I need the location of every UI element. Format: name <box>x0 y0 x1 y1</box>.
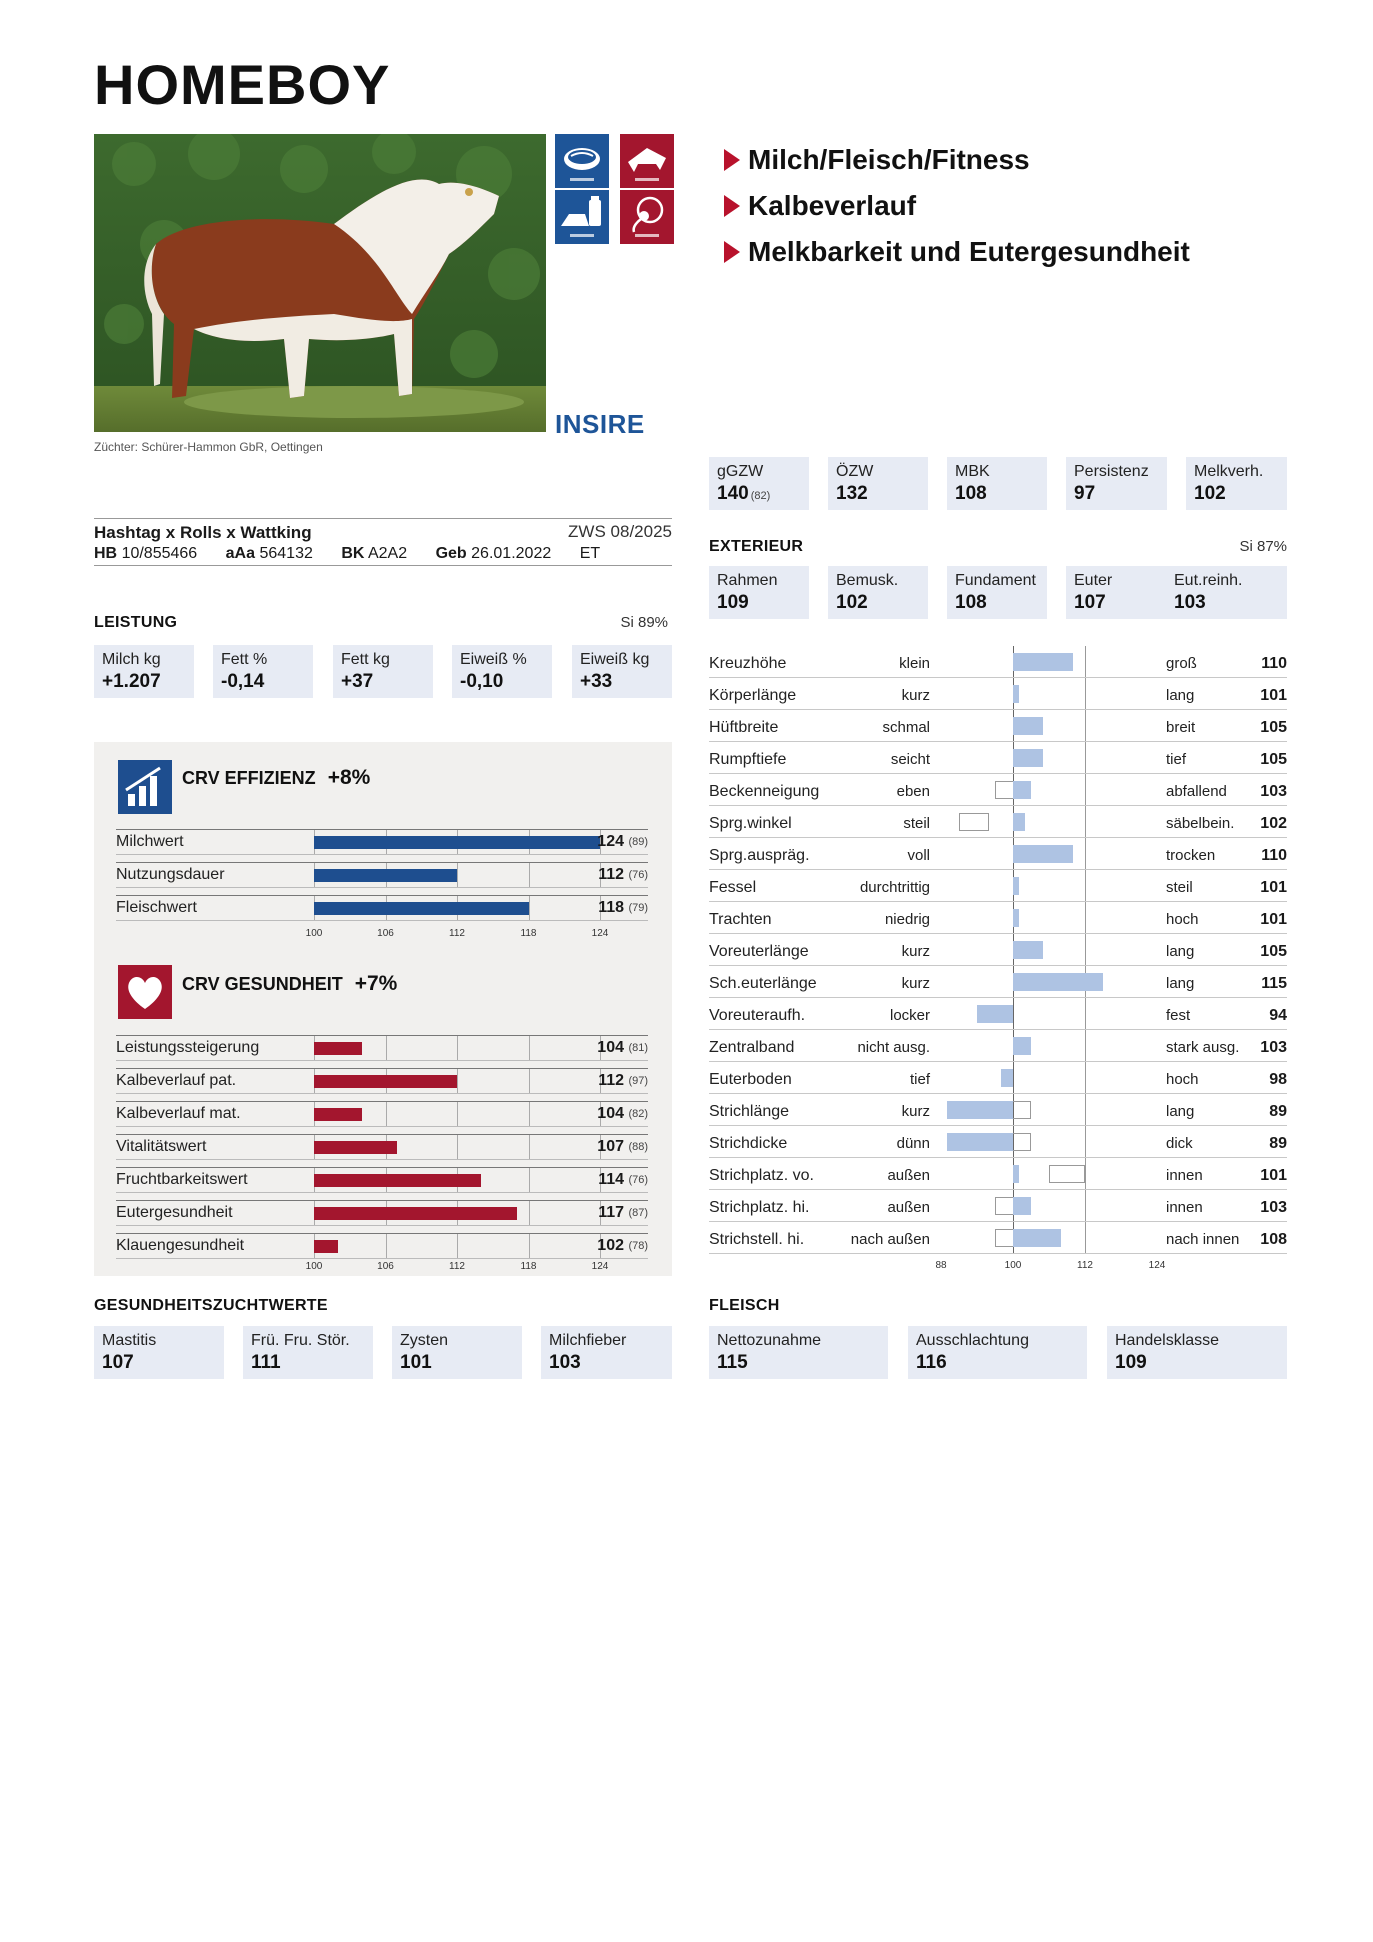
gridline <box>386 1102 387 1126</box>
triangle-bullet-icon <box>724 195 740 217</box>
crv-bar <box>314 1141 397 1154</box>
exterieur-trait-label: Sch.euterlänge <box>709 975 817 992</box>
crv-bar-row <box>116 1101 648 1127</box>
pedigree-line: Hashtag x Rolls x Wattking <box>94 523 312 542</box>
exterieur-row <box>709 1030 1287 1062</box>
exterieur-high-label: innen <box>1166 1199 1203 1216</box>
gridline <box>457 863 458 887</box>
index-box-melkverh: Melkverh. 102 <box>1186 457 1287 510</box>
exterieur-trait-label: Hüftbreite <box>709 719 779 736</box>
photo-caption: Züchter: Schürer-Hammon GbR, Oettingen <box>94 440 323 454</box>
exterieur-low-label: dünn <box>896 1135 930 1152</box>
exterieur-bar <box>1013 1165 1019 1183</box>
crv-bar <box>314 1075 457 1088</box>
crv-panel <box>94 742 672 1276</box>
exterieur-bar <box>1013 685 1019 703</box>
leistung-box-fett-kg: Fett kg +37 <box>333 645 433 698</box>
exterieur-low-label: schmal <box>882 719 930 736</box>
exterieur-bar <box>1013 1197 1031 1215</box>
exterieur-trait-label: Beckenneigung <box>709 783 820 800</box>
crv-row-value: 124 <box>597 833 624 850</box>
crv-row-label: Klauengesundheit <box>116 1237 245 1254</box>
exterieur-high-label: lang <box>1166 943 1195 960</box>
axis-tick-label: 118 <box>520 928 537 939</box>
exterieur-value: 98 <box>1269 1071 1287 1088</box>
exterieur-trait-label: Voreuterlänge <box>709 943 809 960</box>
exterieur-trait-label: Sprg.winkel <box>709 815 792 832</box>
meat-box-handelsklasse: Handelsklasse 109 <box>1107 1326 1287 1379</box>
crv-row-value: 104 <box>597 1039 624 1056</box>
exterieur-row <box>709 1222 1287 1254</box>
axis-tick-label: 112 <box>449 928 465 939</box>
crv-row-reliability: (82) <box>628 1108 648 1120</box>
gridline <box>457 1102 458 1126</box>
leistung-box-milch-kg: Milch kg +1.207 <box>94 645 194 698</box>
exterieur-si: Si 87% <box>1239 538 1287 555</box>
exterieur-high-label: innen <box>1166 1167 1203 1184</box>
triangle-bullet-icon <box>724 149 740 171</box>
axis-tick-label: 100 <box>1004 1260 1022 1271</box>
crv-row-label: Nutzungsdauer <box>116 866 225 883</box>
exterieur-value: 105 <box>1260 719 1287 736</box>
exterieur-trait-label: Voreuteraufh. <box>709 1007 806 1024</box>
exterieur-bar <box>1013 813 1025 831</box>
exterieur-row <box>709 1062 1287 1094</box>
crv-bar-row <box>116 895 648 921</box>
exterieur-trait-label: Trachten <box>709 911 772 928</box>
exterieur-low-label: kurz <box>901 975 930 992</box>
exterieur-high-label: hoch <box>1166 1071 1199 1088</box>
gridline <box>529 896 530 920</box>
leistung-box-eiweiss-pct: Eiweiß % -0,10 <box>452 645 552 698</box>
exterieur-bar <box>1001 1069 1013 1087</box>
health-box-zysten: Zysten 101 <box>392 1326 522 1379</box>
crv-bar <box>314 1108 362 1121</box>
crv-row-value: 112 <box>598 1072 624 1089</box>
gridline <box>457 1135 458 1159</box>
exterieur-row <box>709 870 1287 902</box>
exterieur-high-label: lang <box>1166 1103 1195 1120</box>
leistung-box-fett-pct: Fett % -0,14 <box>213 645 313 698</box>
leistung-title: LEISTUNG <box>94 614 178 631</box>
average-range-box <box>959 813 989 831</box>
gridline <box>457 1069 458 1093</box>
exterieur-value: 103 <box>1260 1039 1287 1056</box>
exterieur-row <box>709 678 1287 710</box>
gridline <box>386 1036 387 1060</box>
exterieur-value: 89 <box>1269 1103 1287 1120</box>
crv-row-reliability: (78) <box>628 1240 648 1252</box>
exterieur-high-label: tief <box>1166 751 1187 768</box>
crv-row-value: 117 <box>598 1204 624 1221</box>
exterieur-low-label: tief <box>909 1071 930 1088</box>
bull-photo <box>94 134 546 432</box>
exterieur-row <box>709 966 1287 998</box>
meat-box-ausschlachtung: Ausschlachtung 116 <box>908 1326 1087 1379</box>
exterieur-row <box>709 838 1287 870</box>
exterieur-low-label: eben <box>896 783 930 800</box>
crv-row-label: Fleischwert <box>116 899 197 916</box>
crv-bar-row <box>116 1167 648 1193</box>
exterieur-trait-label: Strichplatz. vo. <box>709 1167 814 1184</box>
gridline <box>529 1234 530 1258</box>
gridline <box>529 863 530 887</box>
index-box-ozw: ÖZW 132 <box>828 457 928 510</box>
exterieur-row <box>709 902 1287 934</box>
exterieur-low-label: steil <box>903 815 930 832</box>
crv-row-label: Kalbeverlauf mat. <box>116 1105 241 1122</box>
index-box-ggzw: gGZW 140 (82) <box>709 457 809 510</box>
crv-bar-row <box>116 862 648 888</box>
exterieur-bar <box>1013 717 1043 735</box>
crv-row-label: Leistungssteigerung <box>116 1039 260 1056</box>
gridline <box>529 1168 530 1192</box>
exterieur-high-label: steil <box>1166 879 1193 896</box>
exterieur-high-label: stark ausg. <box>1166 1039 1240 1056</box>
leistung-si: Si 89% <box>620 614 668 631</box>
bull-name-title: HOMEBOY <box>94 53 391 116</box>
exterieur-row <box>709 1094 1287 1126</box>
crv-row-reliability: (79) <box>628 902 648 914</box>
crv-bar <box>314 1207 517 1220</box>
exterieur-trait-label: Zentralband <box>709 1039 795 1056</box>
crv-row-reliability: (81) <box>628 1042 648 1054</box>
exterieur-row <box>709 934 1287 966</box>
exterieur-trait-label: Sprg.auspräg. <box>709 847 810 864</box>
health-box-fru: Frü. Fru. Stör. 111 <box>243 1326 373 1379</box>
leistung-box-eiweiss-kg: Eiweiß kg +33 <box>572 645 672 698</box>
crv-row-value: 107 <box>597 1138 624 1155</box>
crv-gesundheit-heading: CRV GESUNDHEIT +7% <box>182 972 398 995</box>
exterieur-trait-label: Rumpftiefe <box>709 751 787 768</box>
crv-row-reliability: (97) <box>628 1075 648 1087</box>
axis-tick-label: 88 <box>935 1260 947 1271</box>
exterieur-low-label: durchtrittig <box>859 879 930 896</box>
milkability-icon <box>555 190 609 244</box>
crv-row-value: 104 <box>597 1105 624 1122</box>
exterieur-bar <box>1013 781 1031 799</box>
milk-meat-icon <box>555 134 609 188</box>
highlight-item: Milch/Fleisch/Fitness <box>724 144 1030 176</box>
exterieur-row <box>709 998 1287 1030</box>
exterieur-bar <box>947 1133 1013 1151</box>
crv-row-label: Fruchtbarkeitswert <box>116 1171 248 1188</box>
exterieur-trait-label: Kreuzhöhe <box>709 655 787 672</box>
crv-row-value: 118 <box>598 899 624 916</box>
crv-bar <box>314 902 529 915</box>
index-box-mbk: MBK 108 <box>947 457 1047 510</box>
exterieur-row <box>709 1190 1287 1222</box>
exterieur-value: 101 <box>1260 1167 1287 1184</box>
triangle-bullet-icon <box>724 241 740 263</box>
crv-row-label: Kalbeverlauf pat. <box>116 1072 237 1089</box>
exterieur-high-label: dick <box>1166 1135 1193 1152</box>
exterieur-value: 89 <box>1269 1135 1287 1152</box>
exterieur-low-label: kurz <box>901 1103 930 1120</box>
exterieur-box-eutreinh: Eut.reinh. 103 <box>1166 566 1287 619</box>
exterieur-high-label: säbelbein. <box>1166 815 1235 832</box>
crv-bar-row <box>116 1035 648 1061</box>
axis-tick-label: 124 <box>591 928 609 939</box>
exterieur-box-bemusk: Bemusk. 102 <box>828 566 928 619</box>
axis-tick-label: 112 <box>449 1261 465 1272</box>
exterieur-low-label: kurz <box>901 943 930 960</box>
crv-effizienz-heading: CRV EFFIZIENZ +8% <box>182 766 371 789</box>
exterieur-box-fundament: Fundament 108 <box>947 566 1047 619</box>
exterieur-high-label: breit <box>1166 719 1196 736</box>
gridline <box>529 1036 530 1060</box>
fleisch-title: FLEISCH <box>709 1297 780 1314</box>
exterieur-high-label: nach innen <box>1166 1231 1240 1248</box>
exterieur-low-label: seicht <box>890 751 930 768</box>
exterieur-row <box>709 742 1287 774</box>
exterieur-value: 103 <box>1260 1199 1287 1216</box>
axis-tick-label: 124 <box>1148 1260 1166 1271</box>
exterieur-value: 94 <box>1269 1007 1287 1024</box>
exterieur-value: 110 <box>1261 847 1287 864</box>
axis-tick-label: 118 <box>520 1261 537 1272</box>
exterieur-bar <box>1013 877 1019 895</box>
exterieur-bar <box>1013 1229 1061 1247</box>
crv-bar <box>314 836 600 849</box>
exterieur-title: EXTERIEUR <box>709 538 804 555</box>
axis-tick-label: 106 <box>377 1261 394 1272</box>
axis-tick-label: 106 <box>377 928 394 939</box>
exterieur-row <box>709 646 1287 678</box>
crv-row-value: 114 <box>598 1171 624 1188</box>
exterieur-trait-label: Fessel <box>709 879 757 896</box>
exterieur-value: 101 <box>1260 879 1287 896</box>
gridline <box>457 1234 458 1258</box>
exterieur-value: 115 <box>1261 975 1287 992</box>
exterieur-low-label: nach außen <box>850 1231 930 1248</box>
crv-row-reliability: (76) <box>628 1174 648 1186</box>
exterieur-high-label: lang <box>1166 975 1195 992</box>
exterieur-bar <box>1013 1037 1031 1055</box>
exterieur-low-label: nicht ausg. <box>857 1039 930 1056</box>
crv-bar <box>314 1240 338 1253</box>
crv-row-reliability: (76) <box>628 869 648 881</box>
exterieur-trait-label: Körperlänge <box>709 687 797 704</box>
crv-bar <box>314 869 457 882</box>
exterieur-value: 105 <box>1260 751 1287 768</box>
crv-row-label: Eutergesundheit <box>116 1204 233 1221</box>
exterieur-trait-label: Strichdicke <box>709 1135 788 1152</box>
crv-bar-row <box>116 1068 648 1094</box>
exterieur-row <box>709 1126 1287 1158</box>
exterieur-value: 101 <box>1260 911 1287 928</box>
exterieur-high-label: abfallend <box>1166 783 1227 800</box>
gridline <box>529 1102 530 1126</box>
exterieur-value: 108 <box>1260 1231 1287 1248</box>
fertility-icon <box>620 190 674 244</box>
calving-icon <box>620 134 674 188</box>
axis-tick-label: 124 <box>591 1261 609 1272</box>
gesundheitszuchtwerte-title: GESUNDHEITSZUCHTWERTE <box>94 1297 328 1314</box>
pedigree-ids: HB 10/855466 aAa 564132 BK A2A2 Geb 26.01.2022 ET <box>94 545 601 562</box>
gridline <box>529 1135 530 1159</box>
crv-row-label: Vitalitätswert <box>116 1138 207 1155</box>
exterieur-low-label: außen <box>887 1167 930 1184</box>
highlight-item: Melkbarkeit und Eutergesundheit <box>724 236 1190 268</box>
exterieur-bar <box>1013 973 1103 991</box>
exterieur-high-label: fest <box>1166 1007 1191 1024</box>
exterieur-bar <box>1013 845 1073 863</box>
heart-icon <box>118 965 172 1019</box>
crv-bar-row <box>116 1134 648 1160</box>
exterieur-low-label: kurz <box>901 687 930 704</box>
exterieur-value: 105 <box>1260 943 1287 960</box>
exterieur-value: 110 <box>1261 655 1287 672</box>
health-box-milchfieber: Milchfieber 103 <box>541 1326 672 1379</box>
exterieur-low-label: klein <box>899 655 930 672</box>
exterieur-row <box>709 1158 1287 1190</box>
crv-bar-row <box>116 1200 648 1226</box>
exterieur-bar <box>977 1005 1013 1023</box>
pedigree-block <box>94 518 672 566</box>
exterieur-high-label: groß <box>1166 655 1197 672</box>
exterieur-bar <box>1013 749 1043 767</box>
exterieur-high-label: trocken <box>1166 847 1216 864</box>
exterieur-value: 102 <box>1260 815 1287 832</box>
zws-date: ZWS 08/2025 <box>568 522 672 541</box>
crv-row-value: 102 <box>597 1237 624 1254</box>
exterieur-trait-label: Strichplatz. hi. <box>709 1199 810 1216</box>
exterieur-high-label: lang <box>1166 687 1195 704</box>
exterieur-bar <box>1013 941 1043 959</box>
exterieur-row <box>709 774 1287 806</box>
crv-row-reliability: (89) <box>628 836 648 848</box>
axis-tick-label: 100 <box>305 1261 323 1272</box>
exterieur-box-euter: Euter 107 <box>1066 566 1167 619</box>
exterieur-bar <box>947 1101 1013 1119</box>
meat-box-nettozunahme: Nettozunahme 115 <box>709 1326 888 1379</box>
crv-row-reliability: (88) <box>628 1141 648 1153</box>
crv-bar <box>314 1174 481 1187</box>
crv-row-reliability: (87) <box>628 1207 648 1219</box>
highlight-item: Kalbeverlauf <box>724 190 916 222</box>
crv-bar-row <box>116 1233 648 1259</box>
health-box-mastitis: Mastitis 107 <box>94 1326 224 1379</box>
exterieur-box-rahmen: Rahmen 109 <box>709 566 809 619</box>
exterieur-trait-label: Strichstell. hi. <box>709 1231 805 1248</box>
exterieur-bar <box>1013 653 1073 671</box>
index-box-persistenz: Persistenz 97 <box>1066 457 1167 510</box>
exterieur-low-label: niedrig <box>884 911 930 928</box>
gridline <box>529 1069 530 1093</box>
exterieur-low-label: außen <box>887 1199 930 1216</box>
insire-logo: INSIRE <box>555 409 645 439</box>
exterieur-high-label: hoch <box>1166 911 1199 928</box>
axis-tick-label: 112 <box>1077 1260 1093 1271</box>
gridline <box>386 1234 387 1258</box>
gridline <box>457 1036 458 1060</box>
exterieur-trait-label: Strichlänge <box>709 1103 790 1120</box>
efficiency-icon <box>118 760 172 814</box>
gridline <box>529 1201 530 1225</box>
axis-tick-label: 100 <box>305 928 323 939</box>
exterieur-value: 103 <box>1260 783 1287 800</box>
exterieur-value: 101 <box>1260 687 1287 704</box>
average-range-box <box>1049 1165 1085 1183</box>
crv-row-value: 112 <box>598 866 624 883</box>
exterieur-low-label: locker <box>889 1007 930 1024</box>
exterieur-low-label: voll <box>907 847 930 864</box>
exterieur-row <box>709 710 1287 742</box>
crv-bar <box>314 1042 362 1055</box>
crv-bar-row <box>116 829 648 855</box>
exterieur-trait-label: Euterboden <box>709 1071 792 1088</box>
exterieur-row <box>709 806 1287 838</box>
crv-row-label: Milchwert <box>116 833 184 850</box>
exterieur-bar <box>1013 909 1019 927</box>
